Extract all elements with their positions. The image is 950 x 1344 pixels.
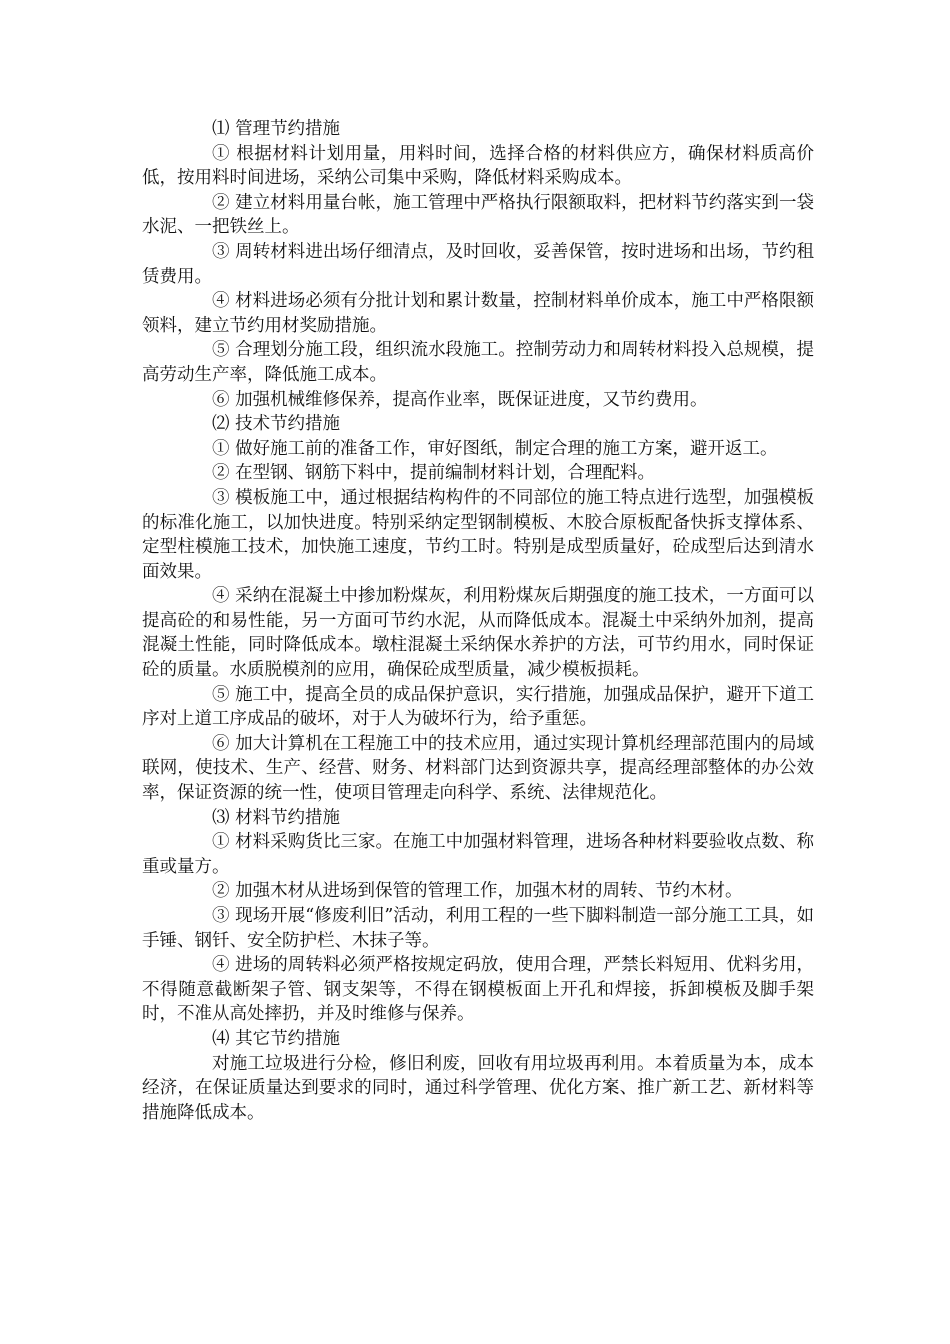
paragraph: ⑤ 施工中，提高全员的成品保护意识，实行措施，加强成品保护，避开下道工序对上道工序成品的破坏，对于人为破坏行为，给予重惩。 <box>142 684 814 730</box>
paragraph: ④ 进场的周转料必须严格按规定码放，使用合理，严禁长料短用、优料劣用，不得随意截断架子管、钢支架等，不得在钢模板面上开孔和焊接，拆卸模板及脚手架时，不准从高处摔扔，并及时维修与保养。 <box>142 955 814 1025</box>
paragraph: ④ 材料进场必须有分批计划和累计数量，控制材料单价成本，施工中严格限额领料，建立节约用材奖励措施。 <box>142 291 814 336</box>
section-heading-other: ⑷ 其它节约措施 <box>212 1028 341 1049</box>
document-body <box>142 117 814 1125</box>
paragraph: ② 在型钢、钢筋下料中，提前编制材料计划，合理配料。 <box>212 463 656 484</box>
section-heading-management: ⑴ 管理节约措施 <box>212 119 341 139</box>
paragraph: ⑥ 加大计算机在工程施工中的技术应用，通过实现计算机经理部范围内的局域联网，使技术、生产、经营、财务、材料部门达到资源共享，提高经理部整体的办公效率，保证资源的统一性，使项目管理走向科学、系统、法律规范化。 <box>142 733 814 804</box>
paragraph: ① 材料采购货比三家。在施工中加强材料管理，进场各种材料要验收点数、称重或量方。 <box>142 832 814 877</box>
paragraph: ⑤ 合理划分施工段，组织流水段施工。控制劳动力和周转材料投入总规模，提高劳动生产率，降低施工成本。 <box>142 340 814 385</box>
paragraph: ② 建立材料用量台帐，施工管理中严格执行限额取料，把材料节约落实到一袋水泥、一把铁丝上。 <box>142 192 814 238</box>
section-heading-technical: ⑵ 技术节约措施 <box>212 414 341 435</box>
paragraph: ⑥ 加强机械维修保养，提高作业率，既保证进度，又节约费用。 <box>212 389 708 410</box>
section-heading-material: ⑶ 材料节约措施 <box>212 807 341 828</box>
paragraph: ③ 周转材料进出场仔细清点，及时回收，妥善保管，按时进场和出场，节约租赁费用。 <box>142 241 814 287</box>
paragraph: ② 加强木材从进场到保管的管理工作，加强木材的周转、节约木材。 <box>212 881 743 902</box>
paragraph: ④ 采纳在混凝土中掺加粉煤灰，利用粉煤灰后期强度的施工技术，一方面可以提高砼的和易性能，另一方面可节约水泥，从而降低成本。混凝土中采纳外加剂，提高混凝土性能，同时降低成本。墩柱混凝土采纳保水养护的方法，可节约用水，同时保证砼的质量。水质脱模剂的应用，确保砼成型质量，减少模板损耗。 <box>142 586 814 681</box>
paragraph: ③ 现场开展“修废利旧”活动，利用工程的一些下脚料制造一部分施工工具，如手锤、钢钎、安全防护栏、木抹子等。 <box>142 906 814 951</box>
paragraph: ① 做好施工前的准备工作，审好图纸，制定合理的施工方案，避开返工。 <box>212 438 778 459</box>
paragraph: ① 根据材料计划用量，用料时间，选择合格的材料供应方，确保材料质高价低，按用料时间进场，采纳公司集中采购，降低材料采购成本。 <box>142 143 814 189</box>
paragraph: 对施工垃圾进行分检，修旧利废，回收有用垃圾再利用。本着质量为本，成本经济，在保证质量达到要求的同时，通过科学管理、优化方案、推广新工艺、新材料等措施降低成本。 <box>142 1053 814 1123</box>
paragraph: ③ 模板施工中，通过根据结构构件的不同部位的施工特点进行选型，加强模板的标准化施工，以加快进度。特别采纳定型钢制模板、木胶合原板配备快拆支撑体系、定型柱模施工技术，加快施工速度，节约工时。特别是成型质量好，砼成型后达到清水面效果。 <box>142 487 814 582</box>
